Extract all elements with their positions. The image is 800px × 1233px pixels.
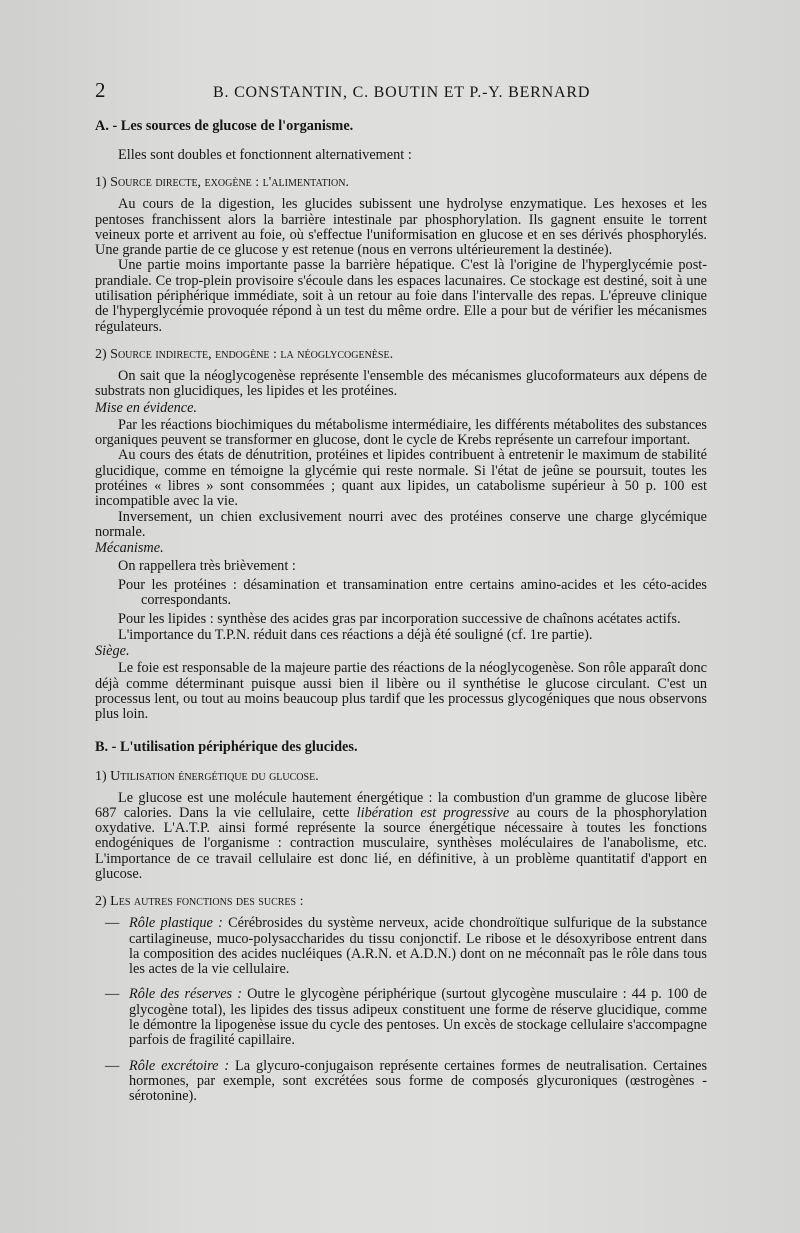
mise-paragraph-1: Par les réactions biochimiques du métabolisme intermédiaire, les différents métabolites des substances organiques peuvent se transformer en glucose, dont le cycle de Krebs représente un carrefour important. [95, 416, 707, 449]
mecanisme-intro: On rappellera très brièvement : [118, 557, 296, 574]
role-reserves-body: Outre le glycogène périphérique (surtout glycogène musculaire : 44 p. 100 de glycogène total), les lipides des tissus adipeux constituent une forme de réserve glucidique, comme le démontre la lipogenèse issue du cycle des pentoses. Un excès de stockage cellulaire s'accompagne parfois de fragilité capillaire. [129, 986, 707, 1049]
role-excretoire-text [129, 1059, 707, 1105]
role-plastique-text [129, 916, 707, 977]
role-excretoire-item [95, 1059, 707, 1105]
mecanisme-heading: Mécanisme. [95, 540, 164, 557]
running-head [95, 78, 707, 108]
mise-en-evidence-heading: Mise en évidence. [95, 399, 198, 416]
role-excretoire-body: La glycuro-conjugaison représente certaines formes de neutralisation. Certaines hormones, par exemple, sont excrétées sous forme de composés glycuroniques (œstrogènes - sérotonine). [129, 1057, 708, 1105]
section-a-title: A. - Les sources de glucose de l'organisme. [95, 118, 354, 134]
role-plastique-item [95, 916, 707, 977]
role-plastique-body: Cérébrosides du système nerveux, acide chondroïtique sulfurique de la substance cartilagineuse, muco-polysaccharides du tissu conjonctif. Le ribose et le désoxyribose entrent dans la composition des acides nucléiques (A.R.N. et A.D.N.) dont on ne méconnaît pas le rôle dans tous les actes de la vie cellulaire. [129, 915, 707, 978]
sub-a2-paragraph-1: On sait que la néoglycogenèse représente l'ensemble des mécanismes glucoformateurs aux dépens de substrats non glucidiques, les lipides et les protéines. [95, 367, 707, 400]
dash-mark: — [105, 1057, 120, 1074]
mise-paragraph-2: Au cours des états de dénutrition, protéines et lipides contribuent à entretenir le maximum de stabilité glucidique, comme en témoigne la glycémie qui reste normale. Si l'état de jeûne se poursuit, toutes les protéines « libres » sont consommées ; quant aux lipides, un catabolisme supérieur à 50 p. 100 est incompatible avec la vie. [95, 447, 707, 510]
sub-b1-paragraph [95, 791, 707, 883]
section-b-title: B. - L'utilisation périphérique des glucides. [95, 738, 358, 755]
mecanisme-proteines: Pour les protéines : désamination et transamination entre certains amino-acides et les céto-acides correspondants. [118, 576, 707, 609]
mecanisme-tpn: L'importance du T.P.N. réduit dans ces réactions a déjà été souligné (cf. 1re partie). [118, 626, 593, 643]
dash-mark: — [105, 915, 120, 932]
dash-mark: — [105, 986, 120, 1003]
sub-b1-text-start: Le glucose est une molécule hautement énergétique : la combustion d'un gramme de glucose libère 687 calories. Dans la vie cellulaire, cette [95, 789, 707, 821]
page-number: 2 [95, 78, 107, 102]
sub-b1-text-italic: libération est progressive [356, 804, 510, 821]
sub-a1-title: 1) Source directe, exogène : l'alimentation. [95, 175, 349, 191]
mecanisme-lipides: Pour les lipides : synthèse des acides gras par incorporation successive de chaînons acétates actifs. [118, 611, 681, 628]
role-reserves-label: Rôle des réserves : [129, 986, 242, 1003]
sub-b1-title: 1) Utilisation énergétique du glucose. [95, 768, 319, 784]
siege-paragraph: Le foie est responsable de la majeure partie des réactions de la néoglycogenèse. Son rôle apparaît donc déjà comme déterminant puisque aussi bien il libère ou il synthétise le glucose circulant. C'est un processus lent, ou tout au moins beaucoup plus tardif que les processus glycogéniques que nous observons plus loin. [95, 660, 707, 723]
authors: B. CONSTANTIN, C. BOUTIN ET P.-Y. BERNARD [213, 84, 591, 101]
sub-a1-paragraph-2: Une partie moins importante passe la barrière hépatique. C'est là l'origine de l'hyperglycémie post-prandiale. Ce trop-plein provisoire s'écoule dans les espaces lacunaires. Ce stockage est destiné, soit à une utilisation périphérique immédiate, soit à un retour au foie dans l'intervalle des repas. L'épreuve clinique de l'hyperglycémie provoquée répond à un test du même ordre. Elle a pour but de vérifier les mécanismes régulateurs. [95, 257, 707, 335]
sub-b2-title: 2) Les autres fonctions des sucres : [95, 894, 304, 910]
mise-paragraph-3: Inversement, un chien exclusivement nourri avec des protéines conserve une charge glycémique normale. [95, 508, 707, 540]
role-excretoire-label: Rôle excrétoire : [129, 1057, 230, 1074]
role-reserves-item [95, 987, 707, 1048]
section-a-intro: Elles sont doubles et fonctionnent alternativement : [118, 147, 412, 163]
sub-a1-paragraph-1: Au cours de la digestion, les glucides subissent une hydrolyse enzymatique. Les hexoses et les pentoses franchissent alors la barrière intestinale par phosphorylation. Ils gagnent ensuite le torrent veineux porte et arrivent au foie, où s'effectue l'uniformisation en glucose et en ses dérivés phosphorylés. Une grande partie de ce glucose y est retenue (nous en verrons ultérieurement la destinée). [95, 196, 707, 259]
role-plastique-label: Rôle plastique : [129, 915, 223, 932]
role-reserves-text [129, 987, 707, 1048]
siege-heading: Siège. [95, 643, 130, 660]
sub-a2-title: 2) Source indirecte, endogène : la néoglycogenèse. [95, 346, 394, 362]
sub-b1-text-end: au cours de la phosphorylation oxydative. L'A.T.P. ainsi formé représente la source énergétique nécessaire à toutes les fonctions endogéniques de l'organisme : contraction musculaire, synthèses moléculaires de l'anabolisme, etc. L'importance de ce travail cellulaire est donc lié, en définitive, à un problème quantitatif d'apport en glucose. [95, 804, 707, 882]
